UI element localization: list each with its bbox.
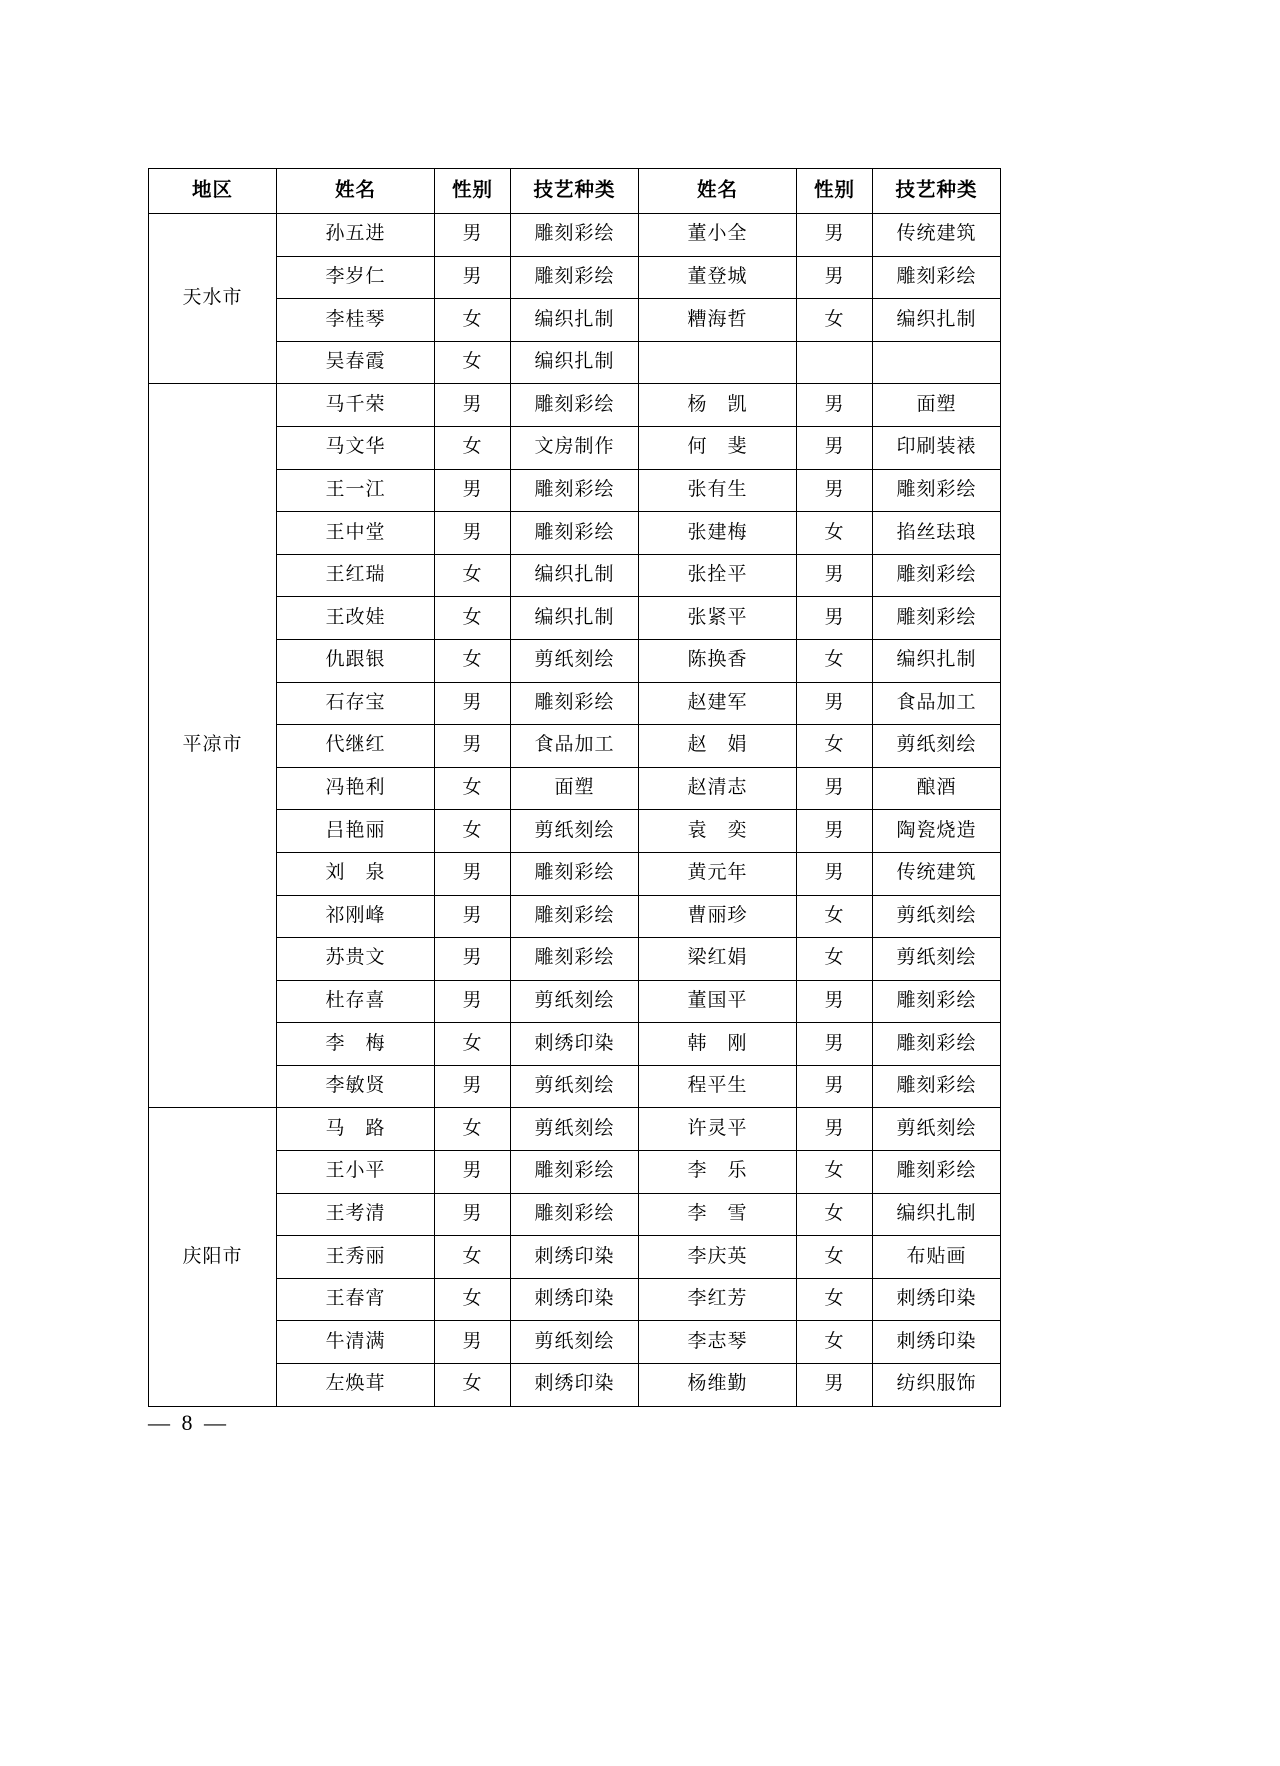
table-row — [149, 1236, 1001, 1279]
cell-craft-2: 雕刻彩绘 — [873, 1151, 1001, 1194]
cell-gender-2: 男 — [797, 682, 873, 725]
cell-name-2: 李红芳 — [639, 1278, 797, 1321]
cell-gender-2: 女 — [797, 1321, 873, 1364]
cell-gender-2: 女 — [797, 1151, 873, 1194]
cell-name-1: 李桂琴 — [277, 299, 435, 342]
cell-craft-2: 面塑 — [873, 384, 1001, 427]
cell-name-1: 李敏贤 — [277, 1065, 435, 1108]
cell-craft-2: 刺绣印染 — [873, 1321, 1001, 1364]
cell-name-2: 袁 奕 — [639, 810, 797, 853]
cell-name-1: 李 梅 — [277, 1023, 435, 1066]
cell-gender-2: 女 — [797, 512, 873, 555]
cell-name-2: 赵清志 — [639, 767, 797, 810]
cell-craft-2: 印刷装裱 — [873, 426, 1001, 469]
cell-gender-2: 男 — [797, 597, 873, 640]
cell-gender-2: 女 — [797, 1193, 873, 1236]
cell-gender-2: 女 — [797, 299, 873, 342]
cell-name-2: 杨维勤 — [639, 1364, 797, 1407]
cell-name-1: 王小平 — [277, 1151, 435, 1194]
header-gender-2: 性别 — [797, 169, 873, 214]
cell-gender-2: 女 — [797, 895, 873, 938]
cell-name-2: 李 雪 — [639, 1193, 797, 1236]
cell-craft-2: 剪纸刻绘 — [873, 895, 1001, 938]
header-region: 地区 — [149, 169, 277, 214]
cell-name-2: 董小全 — [639, 214, 797, 257]
cell-gender-2: 男 — [797, 852, 873, 895]
cell-craft-1: 剪纸刻绘 — [511, 810, 639, 853]
cell-craft-1: 剪纸刻绘 — [511, 1321, 639, 1364]
cell-gender-1: 女 — [435, 1236, 511, 1279]
cell-craft-2: 刺绣印染 — [873, 1278, 1001, 1321]
cell-name-2: 张紧平 — [639, 597, 797, 640]
cell-gender-1: 男 — [435, 256, 511, 299]
cell-gender-1: 男 — [435, 469, 511, 512]
cell-name-1: 苏贵文 — [277, 938, 435, 981]
cell-name-1: 孙五进 — [277, 214, 435, 257]
cell-craft-2: 剪纸刻绘 — [873, 1108, 1001, 1151]
cell-gender-1: 男 — [435, 1151, 511, 1194]
cell-name-2: 赵建军 — [639, 682, 797, 725]
cell-name-1: 吕艳丽 — [277, 810, 435, 853]
table-row — [149, 1321, 1001, 1364]
cell-gender-1: 女 — [435, 1278, 511, 1321]
cell-craft-2: 食品加工 — [873, 682, 1001, 725]
cell-craft-2 — [873, 341, 1001, 384]
table-row — [149, 554, 1001, 597]
cell-craft-2: 布贴画 — [873, 1236, 1001, 1279]
cell-craft-2: 雕刻彩绘 — [873, 469, 1001, 512]
cell-craft-2: 雕刻彩绘 — [873, 597, 1001, 640]
cell-name-1: 刘 泉 — [277, 852, 435, 895]
cell-craft-1: 剪纸刻绘 — [511, 1108, 639, 1151]
table-row — [149, 469, 1001, 512]
table-row — [149, 1151, 1001, 1194]
cell-craft-1: 刺绣印染 — [511, 1364, 639, 1407]
cell-name-2: 黄元年 — [639, 852, 797, 895]
cell-gender-2: 男 — [797, 214, 873, 257]
table-row — [149, 256, 1001, 299]
header-name-1: 姓名 — [277, 169, 435, 214]
table-row — [149, 810, 1001, 853]
cell-name-2: 董登城 — [639, 256, 797, 299]
cell-craft-2: 纺织服饰 — [873, 1364, 1001, 1407]
table-row — [149, 597, 1001, 640]
table-row — [149, 1065, 1001, 1108]
cell-gender-2: 男 — [797, 1065, 873, 1108]
cell-gender-1: 男 — [435, 682, 511, 725]
cell-name-2: 董国平 — [639, 980, 797, 1023]
cell-craft-1: 雕刻彩绘 — [511, 895, 639, 938]
cell-name-1: 左焕茸 — [277, 1364, 435, 1407]
cell-name-1: 马 路 — [277, 1108, 435, 1151]
cell-gender-1: 男 — [435, 852, 511, 895]
table-header-row — [149, 169, 1001, 214]
cell-name-2: 梁红娟 — [639, 938, 797, 981]
cell-name-1: 王秀丽 — [277, 1236, 435, 1279]
table-row — [149, 767, 1001, 810]
cell-name-1: 李岁仁 — [277, 256, 435, 299]
cell-name-2: 张建梅 — [639, 512, 797, 555]
cell-craft-1: 编织扎制 — [511, 554, 639, 597]
cell-craft-1: 编织扎制 — [511, 341, 639, 384]
cell-gender-2: 女 — [797, 725, 873, 768]
cell-name-2: 李庆英 — [639, 1236, 797, 1279]
cell-craft-2: 编织扎制 — [873, 299, 1001, 342]
cell-craft-2: 传统建筑 — [873, 214, 1001, 257]
cell-craft-1: 编织扎制 — [511, 299, 639, 342]
cell-gender-1: 女 — [435, 426, 511, 469]
cell-name-2: 许灵平 — [639, 1108, 797, 1151]
cell-craft-1: 剪纸刻绘 — [511, 639, 639, 682]
cell-name-2: 陈换香 — [639, 639, 797, 682]
cell-gender-1: 男 — [435, 214, 511, 257]
table-row — [149, 1108, 1001, 1151]
cell-name-2: 糟海哲 — [639, 299, 797, 342]
cell-gender-1: 女 — [435, 554, 511, 597]
cell-craft-2: 酿酒 — [873, 767, 1001, 810]
cell-gender-1: 男 — [435, 938, 511, 981]
cell-craft-2: 传统建筑 — [873, 852, 1001, 895]
table-row — [149, 1364, 1001, 1407]
cell-name-2: 何 斐 — [639, 426, 797, 469]
cell-name-1: 王考清 — [277, 1193, 435, 1236]
cell-name-2: 程平生 — [639, 1065, 797, 1108]
cell-craft-1: 雕刻彩绘 — [511, 938, 639, 981]
cell-gender-1: 男 — [435, 512, 511, 555]
cell-gender-1: 男 — [435, 1065, 511, 1108]
cell-craft-1: 面塑 — [511, 767, 639, 810]
cell-name-2: 李志琴 — [639, 1321, 797, 1364]
cell-craft-1: 刺绣印染 — [511, 1236, 639, 1279]
table-row — [149, 895, 1001, 938]
cell-gender-1: 男 — [435, 384, 511, 427]
cell-gender-2: 女 — [797, 938, 873, 981]
cell-craft-1: 雕刻彩绘 — [511, 384, 639, 427]
cell-name-1: 祁刚峰 — [277, 895, 435, 938]
cell-craft-2: 编织扎制 — [873, 1193, 1001, 1236]
header-craft-1: 技艺种类 — [511, 169, 639, 214]
cell-name-1: 王改娃 — [277, 597, 435, 640]
cell-name-2: 杨 凯 — [639, 384, 797, 427]
cell-craft-1: 食品加工 — [511, 725, 639, 768]
cell-craft-1: 文房制作 — [511, 426, 639, 469]
cell-craft-1: 雕刻彩绘 — [511, 1193, 639, 1236]
table-body — [149, 214, 1001, 1407]
region-cell: 平凉市 — [149, 384, 277, 1108]
cell-name-1: 王红瑞 — [277, 554, 435, 597]
table-row — [149, 512, 1001, 555]
cell-gender-1: 男 — [435, 725, 511, 768]
header-craft-2: 技艺种类 — [873, 169, 1001, 214]
cell-name-2: 韩 刚 — [639, 1023, 797, 1066]
table-row — [149, 214, 1001, 257]
table-row — [149, 639, 1001, 682]
cell-name-2 — [639, 341, 797, 384]
cell-craft-1: 雕刻彩绘 — [511, 512, 639, 555]
cell-gender-1: 女 — [435, 639, 511, 682]
cell-craft-1: 编织扎制 — [511, 597, 639, 640]
table-row — [149, 384, 1001, 427]
table-row — [149, 980, 1001, 1023]
cell-name-1: 代继红 — [277, 725, 435, 768]
table-row — [149, 299, 1001, 342]
cell-craft-1: 雕刻彩绘 — [511, 1151, 639, 1194]
cell-name-1: 牛清满 — [277, 1321, 435, 1364]
cell-name-1: 杜存喜 — [277, 980, 435, 1023]
table-row — [149, 426, 1001, 469]
cell-name-2: 张有生 — [639, 469, 797, 512]
cell-name-1: 仇跟银 — [277, 639, 435, 682]
header-gender-1: 性别 — [435, 169, 511, 214]
cell-craft-1: 雕刻彩绘 — [511, 852, 639, 895]
cell-gender-2: 男 — [797, 469, 873, 512]
cell-craft-2: 陶瓷烧造 — [873, 810, 1001, 853]
table-row — [149, 682, 1001, 725]
cell-name-2: 李 乐 — [639, 1151, 797, 1194]
cell-craft-1: 刺绣印染 — [511, 1023, 639, 1066]
table-row — [149, 341, 1001, 384]
table-row — [149, 725, 1001, 768]
table-header — [149, 169, 1001, 214]
cell-craft-2: 雕刻彩绘 — [873, 1065, 1001, 1108]
cell-gender-1: 女 — [435, 1023, 511, 1066]
cell-name-2: 曹丽珍 — [639, 895, 797, 938]
cell-gender-2: 男 — [797, 256, 873, 299]
cell-gender-1: 男 — [435, 1321, 511, 1364]
cell-craft-1: 剪纸刻绘 — [511, 1065, 639, 1108]
cell-craft-2: 雕刻彩绘 — [873, 256, 1001, 299]
table-row — [149, 1023, 1001, 1066]
cell-gender-1: 女 — [435, 597, 511, 640]
cell-gender-2: 男 — [797, 554, 873, 597]
cell-craft-2: 掐丝珐琅 — [873, 512, 1001, 555]
cell-name-1: 王一江 — [277, 469, 435, 512]
cell-craft-2: 雕刻彩绘 — [873, 554, 1001, 597]
cell-name-1: 冯艳利 — [277, 767, 435, 810]
cell-name-1: 马千荣 — [277, 384, 435, 427]
cell-gender-2: 女 — [797, 639, 873, 682]
header-name-2: 姓名 — [639, 169, 797, 214]
cell-gender-1: 女 — [435, 341, 511, 384]
cell-gender-2: 男 — [797, 1023, 873, 1066]
cell-craft-1: 雕刻彩绘 — [511, 214, 639, 257]
table-row — [149, 1278, 1001, 1321]
cell-craft-1: 雕刻彩绘 — [511, 469, 639, 512]
cell-craft-1: 剪纸刻绘 — [511, 980, 639, 1023]
cell-name-1: 马文华 — [277, 426, 435, 469]
cell-gender-2: 男 — [797, 1108, 873, 1151]
cell-name-1: 吴春霞 — [277, 341, 435, 384]
cell-name-1: 王中堂 — [277, 512, 435, 555]
cell-craft-1: 雕刻彩绘 — [511, 256, 639, 299]
cell-gender-2: 男 — [797, 980, 873, 1023]
cell-gender-2: 男 — [797, 767, 873, 810]
cell-gender-1: 女 — [435, 767, 511, 810]
cell-gender-1: 女 — [435, 299, 511, 342]
cell-gender-2 — [797, 341, 873, 384]
cell-craft-2: 剪纸刻绘 — [873, 938, 1001, 981]
cell-gender-2: 女 — [797, 1236, 873, 1279]
cell-gender-2: 男 — [797, 384, 873, 427]
cell-craft-1: 雕刻彩绘 — [511, 682, 639, 725]
craftsmen-table — [148, 168, 1001, 1407]
cell-gender-2: 男 — [797, 1364, 873, 1407]
table-row — [149, 1193, 1001, 1236]
cell-craft-2: 雕刻彩绘 — [873, 980, 1001, 1023]
cell-name-2: 张拴平 — [639, 554, 797, 597]
cell-gender-2: 男 — [797, 426, 873, 469]
cell-name-1: 王春宵 — [277, 1278, 435, 1321]
table-row — [149, 852, 1001, 895]
cell-gender-1: 男 — [435, 895, 511, 938]
cell-gender-2: 男 — [797, 810, 873, 853]
region-cell: 庆阳市 — [149, 1108, 277, 1406]
cell-craft-2: 雕刻彩绘 — [873, 1023, 1001, 1066]
page-number: — 8 — — [148, 1410, 229, 1435]
table-row — [149, 938, 1001, 981]
cell-gender-1: 男 — [435, 980, 511, 1023]
cell-craft-1: 刺绣印染 — [511, 1278, 639, 1321]
cell-name-1: 石存宝 — [277, 682, 435, 725]
cell-gender-1: 女 — [435, 810, 511, 853]
cell-name-2: 赵 娟 — [639, 725, 797, 768]
cell-gender-2: 女 — [797, 1278, 873, 1321]
cell-craft-2: 剪纸刻绘 — [873, 725, 1001, 768]
cell-gender-1: 男 — [435, 1193, 511, 1236]
cell-gender-1: 女 — [435, 1364, 511, 1407]
cell-gender-1: 女 — [435, 1108, 511, 1151]
region-cell: 天水市 — [149, 214, 277, 384]
cell-craft-2: 编织扎制 — [873, 639, 1001, 682]
